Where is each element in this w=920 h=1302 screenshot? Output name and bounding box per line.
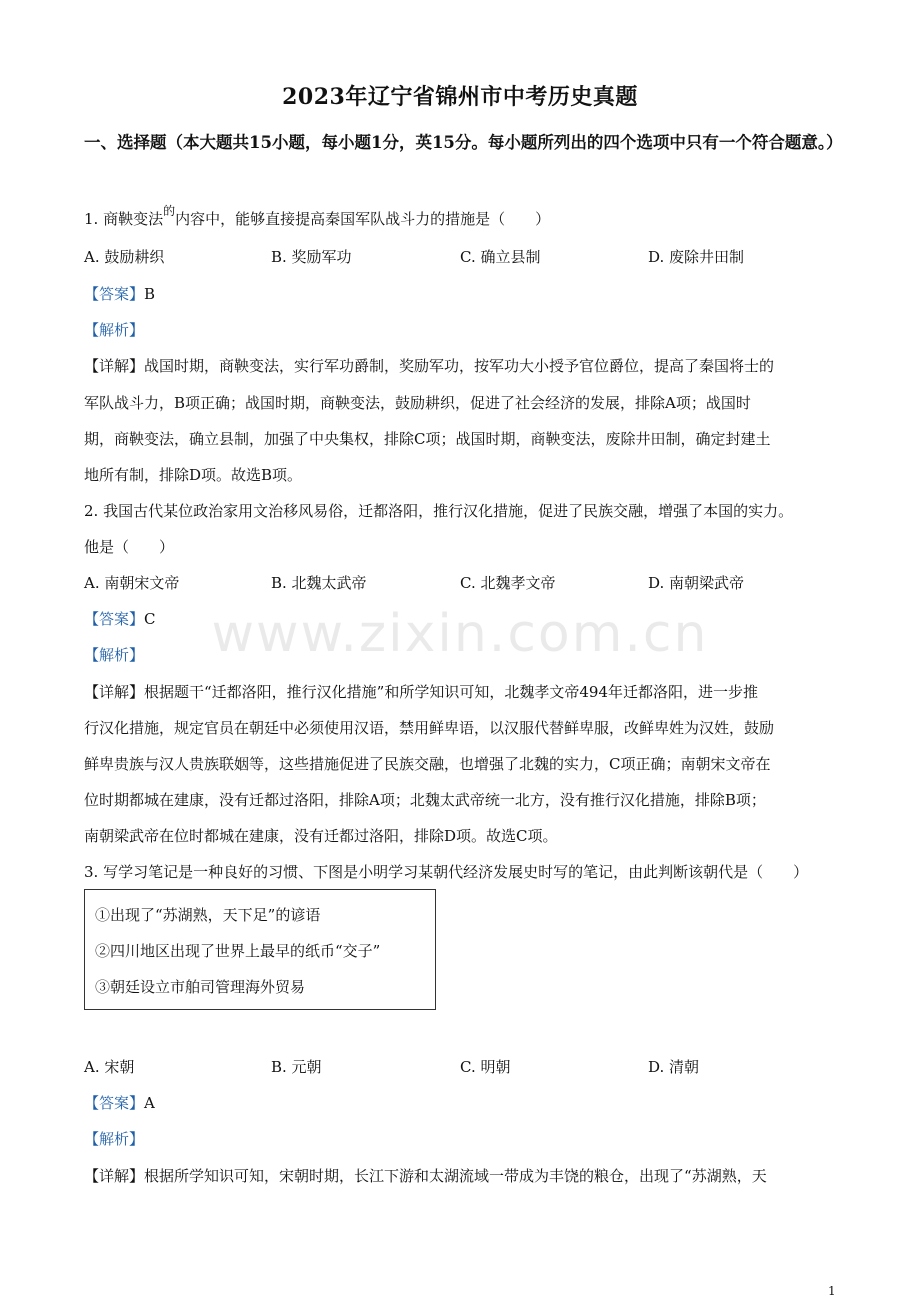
study-notes-box xyxy=(84,889,436,1010)
q1-detail-line: 地所有制，排除D项。故选B项。 xyxy=(84,466,303,484)
q1-detail-text: 战国时期，商鞅变法，实行军功爵制，奖励军功，按军功大小授予官位爵位，提高了秦国将士的 xyxy=(144,357,775,375)
q3-option-b: B. 元朝 xyxy=(271,1058,322,1076)
q3-detail-text: 根据所学知识可知，宋朝时期，长江下游和太湖流域一带成为丰饶的粮仓，出现了“苏湖熟，天 xyxy=(144,1167,767,1185)
q2-detail-line xyxy=(84,681,758,703)
q2-answer-value: C xyxy=(144,610,156,628)
q1-answer-value: B xyxy=(144,285,156,303)
q1-stem xyxy=(84,204,551,231)
q3-option-d: D. 清朝 xyxy=(648,1058,700,1076)
q2-option-b: B. 北魏太武帝 xyxy=(271,574,367,592)
q1-option-b: B. 奖励军功 xyxy=(271,248,352,266)
q2-stem: 2. 我国古代某位政治家用文治移风易俗，迁都洛阳，推行汉化措施，促进了民族交融，增强了本国的实力。 xyxy=(84,502,794,520)
q3-answer-value: A xyxy=(144,1094,155,1112)
q1-detail-line: 军队战斗力，B项正确；战国时期，商鞅变法，鼓励耕织，促进了社会经济的发展，排除A项；战国时 xyxy=(84,394,751,412)
q1-stem-after: 内容中，能够直接提高秦国军队战斗力的措施是（ ） xyxy=(175,210,551,228)
q3-option-a: A. 宋朝 xyxy=(84,1058,135,1076)
study-note: ②四川地区出现了世界上最早的纸币“交子” xyxy=(95,942,381,960)
q1-detail-line: 期，商鞅变法，确立县制，加强了中央集权，排除C项；战国时期，商鞅变法，废除井田制，确定封建土 xyxy=(84,430,771,448)
q3-analysis-tag: 【解析】 xyxy=(84,1130,145,1148)
q2-detail-line: 南朝梁武帝在位时都城在建康，没有迁都过洛阳，排除D项。故选C项。 xyxy=(84,827,558,845)
q1-stem-sup: 的 xyxy=(163,204,176,218)
q1-option-c: C. 确立县制 xyxy=(460,248,541,266)
q3-option-c: C. 明朝 xyxy=(460,1058,511,1076)
q2-option-a: A. 南朝宋文帝 xyxy=(84,574,180,592)
q2-stem: 他是（ ） xyxy=(84,538,175,556)
q2-answer-tag: 【答案】 xyxy=(84,610,145,628)
q3-answer xyxy=(84,1092,155,1114)
q2-detail-line: 鲜卑贵族与汉人贵族联姻等，这些措施促进了民族交融，也增强了北魏的实力，C项正确；南朝宋文帝在 xyxy=(84,755,771,773)
study-note: ①出现了“苏湖熟，天下足”的谚语 xyxy=(95,906,321,924)
q1-detail-tag: 【详解】 xyxy=(84,357,145,375)
q3-detail-line xyxy=(84,1165,767,1187)
q1-analysis-tag: 【解析】 xyxy=(84,321,145,339)
page-number: 1 xyxy=(828,1284,836,1298)
q3-detail-tag: 【详解】 xyxy=(84,1167,145,1185)
q2-analysis-tag: 【解析】 xyxy=(84,646,145,664)
q1-option-a: A. 鼓励耕织 xyxy=(84,248,165,266)
q2-detail-text: 根据题干“迁都洛阳，推行汉化措施”和所学知识可知，北魏孝文帝494年迁都洛阳，进一步推 xyxy=(144,683,758,701)
q2-detail-line: 行汉化措施，规定官员在朝廷中必须使用汉语，禁用鲜卑语，以汉服代替鲜卑服，改鲜卑姓为汉姓，鼓励 xyxy=(84,719,775,737)
q3-answer-tag: 【答案】 xyxy=(84,1094,145,1112)
q1-answer-tag: 【答案】 xyxy=(84,285,145,303)
study-note: ③朝廷设立市舶司管理海外贸易 xyxy=(95,978,306,996)
q3-stem: 3. 写学习笔记是一种良好的习惯、下图是小明学习某朝代经济发展史时写的笔记，由此判断该朝代是（ ） xyxy=(84,863,809,881)
q1-answer xyxy=(84,283,155,305)
q2-option-d: D. 南朝梁武帝 xyxy=(648,574,745,592)
q2-detail-line: 位时期都城在建康，没有迁都过洛阳，排除A项；北魏太武帝统一北方，没有推行汉化措施，排除B项； xyxy=(84,791,766,809)
watermark: www.zixin.com.cn xyxy=(211,604,709,664)
q2-option-c: C. 北魏孝文帝 xyxy=(460,574,556,592)
section-heading: 一、选择题（本大题共15小题，每小题1分，英15分。每小题所列出的四个选项中只有一个符合题意。） xyxy=(84,133,843,152)
q1-detail-line xyxy=(84,355,774,377)
page-title: 2023年辽宁省锦州市中考历史真题 xyxy=(282,84,638,110)
q1-option-d: D. 废除井田制 xyxy=(648,248,745,266)
q1-stem-before: 1. 商鞅变法 xyxy=(84,210,164,228)
q2-detail-tag: 【详解】 xyxy=(84,683,145,701)
